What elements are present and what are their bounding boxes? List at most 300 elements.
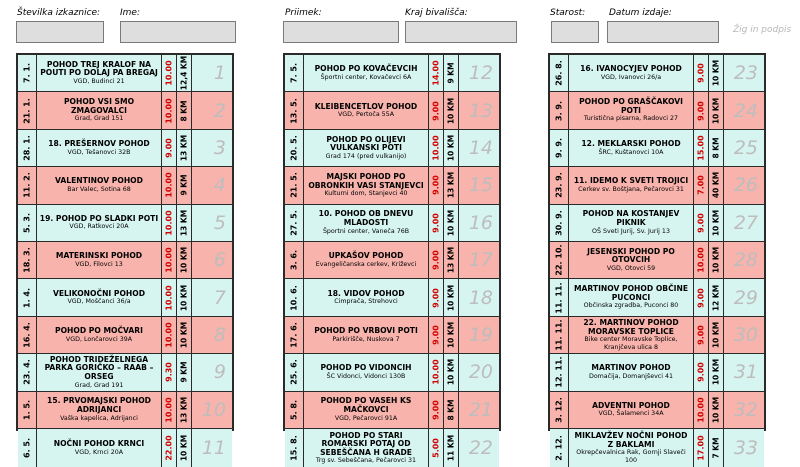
hike-info-cell bbox=[569, 92, 693, 128]
hike-date: 26. 8. bbox=[554, 60, 564, 86]
hike-location: VGD, Pertoča 55A bbox=[337, 111, 395, 119]
hike-location: Športni center, Kovačevci 6A bbox=[320, 73, 412, 81]
hike-distance: 13 KM bbox=[179, 134, 189, 162]
hike-date-cell bbox=[550, 55, 569, 91]
hike-time-cell bbox=[693, 392, 708, 428]
hike-date-cell bbox=[550, 130, 569, 166]
hike-info-cell bbox=[304, 429, 428, 467]
issue-date-field[interactable] bbox=[607, 21, 719, 43]
hike-location: Grad 174 (pred vulkanijo) bbox=[325, 152, 407, 160]
hike-info-cell bbox=[569, 130, 693, 166]
hike-date: 9. 9. bbox=[554, 137, 564, 158]
hike-distance-cell bbox=[708, 167, 723, 203]
hike-row bbox=[18, 317, 232, 354]
hike-title: POHOD PO VRBOVI POTI bbox=[314, 325, 418, 335]
hike-column-3 bbox=[548, 53, 766, 464]
hike-number: 28 bbox=[733, 249, 758, 272]
stamp-box[interactable] bbox=[191, 167, 232, 203]
hike-row bbox=[550, 167, 764, 204]
stamp-box[interactable] bbox=[723, 392, 764, 428]
hike-location: Športni center, Vaneča 76B bbox=[322, 227, 410, 235]
hike-date-cell bbox=[285, 242, 304, 278]
issue-date-label: Datum izdaje: bbox=[609, 8, 672, 18]
hike-title: POHOD PO OLIJEVI VULKANSKI POTI bbox=[326, 134, 406, 153]
hike-date-cell bbox=[285, 392, 304, 428]
hike-title: JESENSKI POHOD PO OTOVCIH bbox=[587, 246, 675, 265]
stamp-box[interactable] bbox=[191, 205, 232, 241]
hike-distance: 10 KM bbox=[446, 97, 456, 124]
hike-distance: 10 KM bbox=[179, 284, 189, 311]
stamp-box[interactable] bbox=[723, 279, 764, 315]
hike-info-cell bbox=[304, 167, 428, 203]
hike-info-cell bbox=[37, 429, 161, 467]
hike-time-cell bbox=[161, 205, 176, 241]
hike-title: POHOD NA KOSTANJEV PIKNIK bbox=[582, 209, 680, 228]
hike-row bbox=[285, 205, 499, 242]
hike-distance-cell bbox=[443, 130, 458, 166]
hike-number: 20 bbox=[468, 361, 493, 384]
hike-row bbox=[550, 130, 764, 167]
hike-distance-cell bbox=[708, 392, 723, 428]
hike-title: VALENTINOV POHOD bbox=[55, 176, 143, 186]
hike-location: Trg sv. Sebeščana, Pečarovci 31 bbox=[315, 457, 417, 465]
hike-distance: 12,4 KM bbox=[179, 55, 189, 91]
hike-location: ŠRC, Kuštanovci 10A bbox=[598, 148, 664, 156]
hike-row bbox=[285, 130, 499, 167]
hike-date-cell bbox=[285, 317, 304, 353]
hike-date-cell bbox=[18, 354, 37, 390]
hike-distance-cell bbox=[708, 130, 723, 166]
hike-number: 23 bbox=[733, 62, 758, 85]
hike-title: 18. PREŠERNOV POHOD bbox=[48, 138, 150, 148]
hike-title: MAJSKI POHOD PO OBRONKIH VASI STANJEVCI bbox=[308, 172, 424, 190]
stamp-box[interactable] bbox=[458, 92, 499, 128]
hike-number: 12 bbox=[468, 62, 493, 85]
hike-time-cell bbox=[428, 92, 443, 128]
hike-location: VGD, Pečarovci 91A bbox=[334, 414, 398, 422]
hike-info-cell bbox=[37, 167, 161, 203]
hike-distance: 7 KM bbox=[711, 437, 721, 459]
hike-time: 10.00 bbox=[164, 210, 174, 236]
hike-location: VGD, Budinci 21 bbox=[73, 78, 125, 86]
hike-title: POHOD PO KOVAČEVCIH bbox=[314, 64, 418, 74]
hike-location: Grad, Grad 191 bbox=[74, 381, 124, 389]
hike-distance: 13 KM bbox=[179, 396, 189, 423]
hike-distance-cell bbox=[708, 242, 723, 278]
hike-title: 15. PRVOMAJSKI POHOD ADRIJANCI bbox=[47, 396, 151, 414]
hike-time: 9.00 bbox=[431, 325, 441, 345]
hike-distance: 10 KM bbox=[446, 209, 456, 236]
hike-number: 17 bbox=[468, 249, 493, 272]
hike-info-cell bbox=[569, 205, 693, 241]
hike-distance: 10 KM bbox=[711, 246, 721, 274]
stamp-box[interactable] bbox=[458, 317, 499, 353]
hike-title: 22. MARTINOV POHOD MORAVSKE TOPLICE bbox=[583, 317, 679, 336]
hike-number: 25 bbox=[733, 136, 758, 159]
hike-info-cell bbox=[37, 317, 161, 353]
hike-row bbox=[550, 242, 764, 279]
hike-time: 9.00 bbox=[696, 63, 706, 84]
hike-info-cell bbox=[37, 242, 161, 278]
hike-location: Vaška kapelica, Adrijanci bbox=[60, 414, 138, 422]
hike-time: 9.00 bbox=[696, 362, 706, 383]
hike-time: 10.00 bbox=[164, 397, 174, 423]
hike-info-cell bbox=[37, 130, 161, 166]
hike-info-cell bbox=[569, 242, 693, 278]
hike-date-cell bbox=[550, 279, 569, 315]
hike-title: MARTINOV POHOD bbox=[591, 363, 671, 373]
name-field[interactable] bbox=[120, 21, 236, 43]
hike-date-cell bbox=[285, 92, 304, 128]
hike-date-cell bbox=[285, 205, 304, 241]
hike-time-cell bbox=[428, 429, 443, 467]
hike-row bbox=[285, 279, 499, 316]
hike-row bbox=[18, 92, 232, 129]
stamp-box[interactable] bbox=[191, 55, 232, 91]
hike-distance-cell bbox=[176, 55, 191, 91]
stamp-box[interactable] bbox=[723, 429, 764, 467]
hike-distance-cell bbox=[176, 392, 191, 428]
hike-distance-cell bbox=[708, 55, 723, 91]
hike-distance: 9 KM bbox=[179, 174, 189, 196]
stamp-box[interactable] bbox=[458, 392, 499, 428]
hike-number: 18 bbox=[468, 286, 493, 309]
hike-info-cell bbox=[569, 55, 693, 91]
hike-date: 7. 5. bbox=[289, 63, 299, 84]
hike-number: 3 bbox=[213, 136, 226, 159]
hike-time: 9.00 bbox=[431, 250, 441, 271]
hike-distance-cell bbox=[708, 429, 723, 467]
stamp-box[interactable] bbox=[458, 130, 499, 166]
hike-distance-cell bbox=[176, 167, 191, 203]
hike-date: 13. 5. bbox=[289, 97, 299, 124]
hike-date: 17. 6. bbox=[289, 322, 299, 348]
stamp-box[interactable] bbox=[191, 392, 232, 428]
hike-info-cell bbox=[304, 317, 428, 353]
hike-distance: 9 KM bbox=[446, 62, 456, 84]
hike-row bbox=[18, 55, 232, 92]
hike-location: VGD, Lončarovci 39A bbox=[65, 335, 133, 343]
hike-time-cell bbox=[428, 242, 443, 278]
hike-distance: 9 KM bbox=[179, 361, 189, 383]
age-field[interactable] bbox=[551, 21, 599, 43]
hike-number: 5 bbox=[213, 211, 226, 234]
hike-title: POHOD PO STARI ROMARSKI POTAJ OD SEBEŠČANA H GRADE bbox=[320, 430, 412, 457]
hike-date-cell bbox=[550, 354, 569, 390]
hike-distance-cell bbox=[443, 429, 458, 467]
hike-row bbox=[18, 242, 232, 279]
hike-distance: 40 KM bbox=[711, 172, 721, 199]
hike-date: 16. 4. bbox=[22, 322, 32, 348]
hike-time-cell bbox=[693, 205, 708, 241]
hike-number: 21 bbox=[468, 398, 493, 421]
stamp-box[interactable] bbox=[723, 205, 764, 241]
hike-row bbox=[285, 392, 499, 429]
hike-row bbox=[18, 429, 232, 467]
hike-date-cell bbox=[550, 205, 569, 241]
hike-number: 15 bbox=[468, 174, 493, 197]
hike-row bbox=[18, 279, 232, 316]
hike-info-cell bbox=[569, 429, 693, 467]
hike-time-cell bbox=[693, 242, 708, 278]
hike-title: MATERINSKI POHOD bbox=[55, 251, 143, 261]
hike-location: Grad, Grad 151 bbox=[74, 115, 124, 123]
hike-column-1 bbox=[16, 53, 234, 462]
hike-number: 8 bbox=[213, 323, 226, 346]
hike-distance: 13 KM bbox=[446, 246, 456, 274]
hike-date-cell bbox=[18, 167, 37, 203]
hike-distance: 10 KM bbox=[711, 97, 721, 124]
hike-distance: 11 KM bbox=[446, 434, 456, 462]
hike-title: NOČNI POHOD KRNCI bbox=[53, 439, 145, 449]
hike-date-cell bbox=[18, 205, 37, 241]
hike-number: 31 bbox=[733, 361, 758, 384]
stamp-box[interactable] bbox=[191, 242, 232, 278]
hike-number: 33 bbox=[733, 437, 758, 460]
stamp-box[interactable] bbox=[723, 317, 764, 353]
hike-distance: 10 KM bbox=[711, 60, 721, 87]
hike-date: 23. 4. bbox=[22, 359, 32, 386]
hike-time: 7.00 bbox=[696, 175, 706, 196]
hike-number: 6 bbox=[213, 249, 226, 272]
hike-distance-cell bbox=[176, 354, 191, 390]
stamp-box[interactable] bbox=[723, 167, 764, 203]
stamp-box[interactable] bbox=[191, 317, 232, 353]
hike-location: VGD, Filovci 13 bbox=[75, 260, 123, 268]
residence-label: Kraj bivališča: bbox=[405, 8, 468, 18]
hike-time-cell bbox=[428, 317, 443, 353]
hike-row bbox=[18, 130, 232, 167]
hike-distance-cell bbox=[708, 317, 723, 353]
hike-row bbox=[285, 354, 499, 391]
hike-date-cell bbox=[550, 92, 569, 128]
stamp-box[interactable] bbox=[723, 354, 764, 390]
hike-time-cell bbox=[161, 392, 176, 428]
hike-time: 10.00 bbox=[431, 135, 441, 161]
hike-time-cell bbox=[161, 429, 176, 467]
hike-date-cell bbox=[285, 429, 304, 467]
hike-time-cell bbox=[161, 167, 176, 203]
hike-info-cell bbox=[569, 279, 693, 315]
hike-row bbox=[285, 167, 499, 204]
hike-time-cell bbox=[693, 130, 708, 166]
hike-distance-cell bbox=[443, 354, 458, 390]
stamp-box[interactable] bbox=[458, 167, 499, 203]
stamp-box[interactable] bbox=[458, 242, 499, 278]
hike-time: 10.00 bbox=[164, 172, 174, 199]
hike-title: 12. MEKLARSKI POHOD bbox=[581, 138, 681, 148]
hike-distance: 8 KM bbox=[711, 137, 721, 159]
hike-date-cell bbox=[18, 392, 37, 428]
hike-title: ADVENTNI POHOD bbox=[592, 400, 670, 410]
hike-time: 17.00 bbox=[696, 435, 706, 461]
hike-time-cell bbox=[428, 354, 443, 390]
stamp-box[interactable] bbox=[458, 205, 499, 241]
hike-distance: 10 KM bbox=[446, 321, 456, 349]
hike-date-cell bbox=[550, 317, 569, 353]
hike-location: VGD, Krnci 20A bbox=[74, 448, 124, 456]
hike-time-cell bbox=[161, 130, 176, 166]
age-label: Starost: bbox=[550, 8, 586, 18]
hike-number: 13 bbox=[468, 99, 493, 122]
stamp-box[interactable] bbox=[191, 354, 232, 390]
hike-time: 9.30 bbox=[164, 362, 174, 383]
hike-time: 9.00 bbox=[431, 175, 441, 196]
hike-time-cell bbox=[428, 130, 443, 166]
hike-location: Bar Valec, Sotina 68 bbox=[67, 185, 131, 193]
hike-date: 23. 9. bbox=[554, 172, 564, 199]
surname-field[interactable] bbox=[283, 21, 399, 43]
hike-title: 11. IDEMO K SVETI TROJICI bbox=[573, 176, 689, 186]
stamp-box[interactable] bbox=[191, 92, 232, 128]
card-number-field[interactable] bbox=[16, 21, 104, 43]
hike-title: 10. POHOD OB DNEVU MLADOSTI bbox=[318, 209, 414, 228]
hike-location: Bike center Moravske Toplice, Kranjčeva ulica 8 bbox=[584, 336, 678, 351]
hike-row bbox=[18, 205, 232, 242]
hike-row bbox=[550, 392, 764, 429]
hike-date: 20. 5. bbox=[289, 135, 299, 161]
hike-date: 11. 11. bbox=[554, 319, 564, 351]
surname-label: Priimek: bbox=[285, 8, 322, 18]
hike-distance-cell bbox=[443, 242, 458, 278]
hike-time-cell bbox=[428, 167, 443, 203]
hike-date: 1. 4. bbox=[22, 287, 32, 308]
hike-date-cell bbox=[18, 92, 37, 128]
stamp-box[interactable] bbox=[191, 130, 232, 166]
hike-date: 10. 6. bbox=[289, 284, 299, 311]
hike-distance: 13 KM bbox=[179, 209, 189, 236]
hike-date: 3. 12. bbox=[554, 396, 564, 423]
stamp-box[interactable] bbox=[723, 55, 764, 91]
hike-title: POHOD PO MOČVARI bbox=[55, 325, 143, 335]
hike-date-cell bbox=[18, 242, 37, 278]
hike-time: 10.00 bbox=[164, 322, 174, 348]
hike-title: 16. IVANOCYJEV POHOD bbox=[580, 64, 682, 74]
hike-info-cell bbox=[304, 92, 428, 128]
hike-number: 24 bbox=[733, 99, 758, 122]
hike-row bbox=[285, 429, 499, 467]
hike-time-cell bbox=[161, 55, 176, 91]
hike-distance-cell bbox=[176, 317, 191, 353]
hike-date-cell bbox=[550, 242, 569, 278]
hike-location: Evangeličanska cerkev, Križevci bbox=[315, 260, 417, 268]
hike-location: Turistična pisarna, Radovci 27 bbox=[583, 115, 679, 123]
hike-time: 9.00 bbox=[431, 399, 441, 420]
hike-location: Okrepčevalnica Rak, Gornji Slaveči 100 bbox=[576, 449, 686, 464]
hike-distance-cell bbox=[176, 279, 191, 315]
hike-row bbox=[550, 429, 764, 467]
hike-time-cell bbox=[693, 317, 708, 353]
hike-title: MIKLAVŽEV NOČNI POHOD Z BAKLAMI bbox=[574, 431, 688, 449]
hike-distance: 10 KM bbox=[711, 209, 721, 236]
hike-distance-cell bbox=[708, 205, 723, 241]
hike-date-cell bbox=[550, 429, 569, 467]
hike-title: POHOD VSI SMO ZMAGOVALCI bbox=[63, 97, 135, 115]
hike-time: 10.00 bbox=[164, 284, 174, 311]
hike-row bbox=[550, 279, 764, 316]
hike-distance-cell bbox=[443, 205, 458, 241]
stamp-box[interactable] bbox=[458, 354, 499, 390]
hike-time: 9.00 bbox=[431, 100, 441, 121]
hike-date-cell bbox=[285, 55, 304, 91]
stamp-box[interactable] bbox=[723, 130, 764, 166]
hike-time-cell bbox=[693, 279, 708, 315]
hike-info-cell bbox=[304, 279, 428, 315]
hike-time-cell bbox=[428, 392, 443, 428]
hike-time-cell bbox=[428, 205, 443, 241]
stamp-box[interactable] bbox=[458, 55, 499, 91]
hike-date-cell bbox=[18, 429, 37, 467]
hike-time-cell bbox=[161, 92, 176, 128]
hike-time-cell bbox=[693, 354, 708, 390]
hike-distance: 12 KM bbox=[711, 284, 721, 311]
stamp-box[interactable] bbox=[723, 92, 764, 128]
hike-title: MARTINOV POHOD OBČINE PUCONCI bbox=[573, 284, 689, 302]
hike-distance-cell bbox=[176, 242, 191, 278]
residence-field[interactable] bbox=[405, 21, 517, 43]
hike-distance-cell bbox=[708, 279, 723, 315]
stamp-box[interactable] bbox=[458, 279, 499, 315]
hike-time-cell bbox=[693, 92, 708, 128]
hike-distance-cell bbox=[443, 92, 458, 128]
hike-time: 10.00 bbox=[164, 60, 174, 86]
hike-date: 21. 1. bbox=[22, 97, 32, 124]
hike-title: KLEIBENCETLOV POHOD bbox=[314, 101, 418, 111]
hike-row bbox=[550, 354, 764, 391]
hike-info-cell bbox=[304, 205, 428, 241]
stamp-box[interactable] bbox=[723, 242, 764, 278]
stamp-box[interactable] bbox=[191, 279, 232, 315]
hike-location: Cerkev sv. Boštjana, Pečarovci 31 bbox=[578, 185, 684, 193]
hike-date-cell bbox=[18, 55, 37, 91]
hike-row bbox=[550, 92, 764, 129]
hike-date: 18. 3. bbox=[22, 247, 32, 273]
hike-number: 16 bbox=[468, 211, 493, 234]
hike-time-cell bbox=[693, 429, 708, 467]
hike-time: 10.00 bbox=[164, 97, 174, 124]
stamp-box[interactable] bbox=[191, 429, 232, 467]
hike-date: 7. 1. bbox=[22, 63, 32, 84]
hike-distance: 10 KM bbox=[711, 321, 721, 349]
hike-number: 29 bbox=[733, 286, 758, 309]
hike-distance: 10 KM bbox=[179, 246, 189, 274]
hike-time-cell bbox=[693, 55, 708, 91]
hike-time: 9.00 bbox=[164, 138, 174, 158]
hike-row bbox=[18, 392, 232, 429]
stamp-box[interactable] bbox=[458, 429, 499, 467]
name-label: Ime: bbox=[120, 8, 140, 18]
hike-title: POHOD TREJ KRALOF NA POUTI PO DOLAJ PA BREGAJ bbox=[40, 59, 158, 78]
hike-date: 28. 1. bbox=[22, 135, 32, 161]
hike-date: 15. 8. bbox=[289, 435, 299, 461]
hike-title: POHOD PO VASEH KS MAČKOVCI bbox=[320, 396, 412, 414]
hike-distance: 10 KM bbox=[446, 284, 456, 311]
hike-location: Kulturni dom, Stanjevci 40 bbox=[324, 190, 408, 198]
hike-number: 11 bbox=[201, 437, 226, 460]
hike-time-cell bbox=[161, 279, 176, 315]
hike-info-cell bbox=[304, 354, 428, 390]
hike-distance: 10 KM bbox=[711, 396, 721, 423]
hike-time: 15.00 bbox=[696, 135, 706, 161]
hike-date-cell bbox=[285, 130, 304, 166]
hike-number: 1 bbox=[213, 62, 226, 85]
hike-row bbox=[18, 354, 232, 391]
hike-info-cell bbox=[37, 392, 161, 428]
hike-date-cell bbox=[285, 354, 304, 390]
hike-distance-cell bbox=[443, 279, 458, 315]
hike-info-cell bbox=[304, 392, 428, 428]
hike-info-cell bbox=[569, 354, 693, 390]
